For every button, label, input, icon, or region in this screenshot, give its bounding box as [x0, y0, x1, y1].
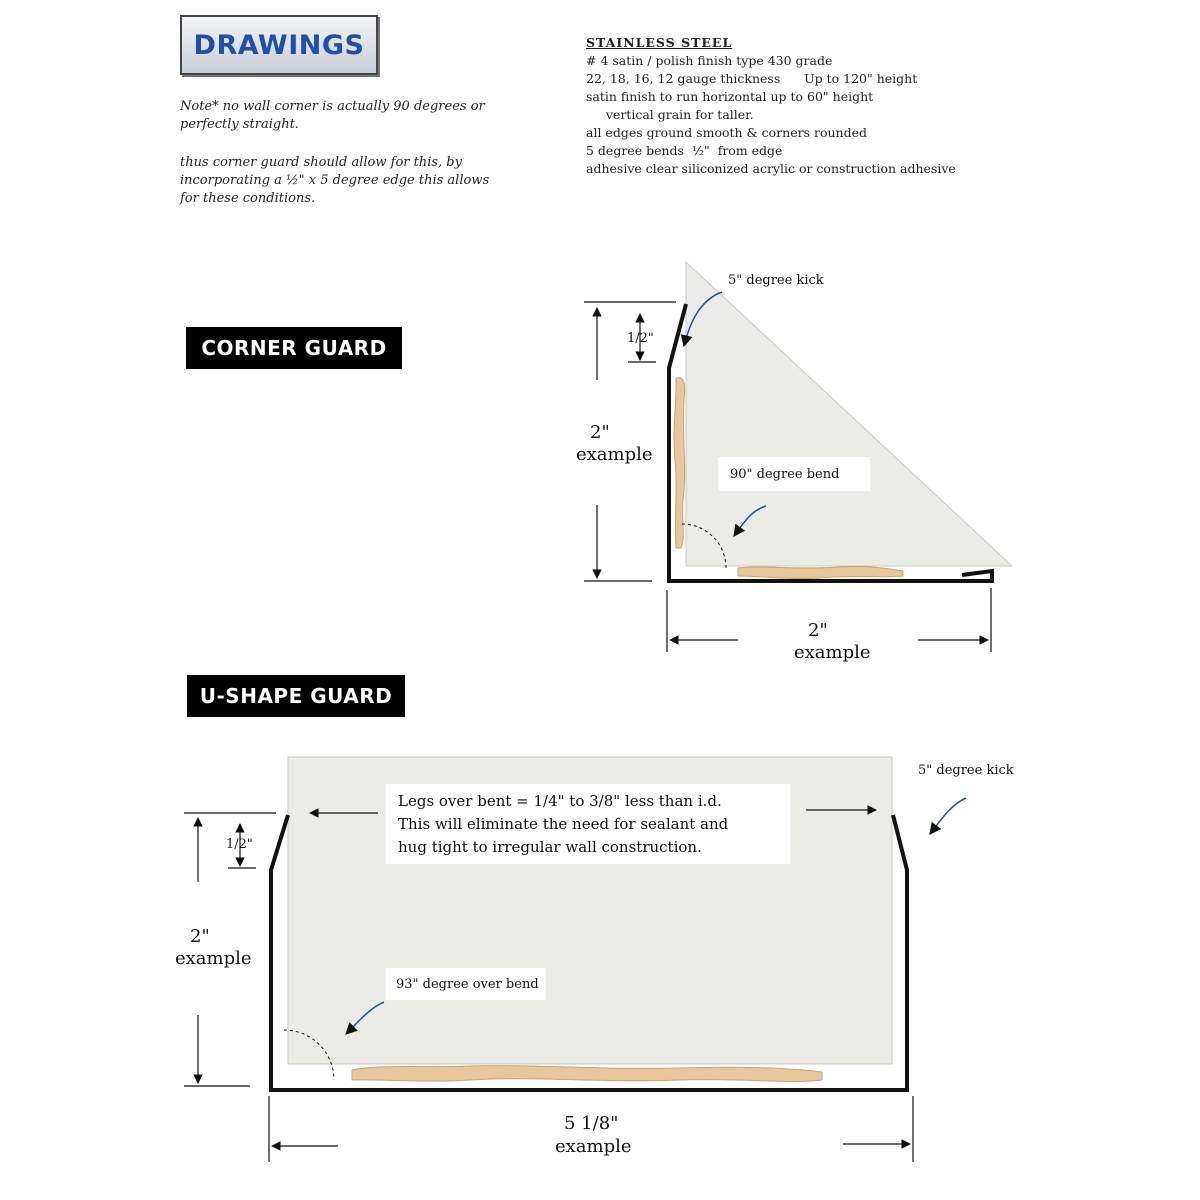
corner-height-unit: example [576, 444, 653, 465]
u-note-line: This will eliminate the need for sealant and [398, 815, 729, 833]
u-bend-label: 93" degree over bend [396, 977, 539, 992]
corner-guard-label: CORNER GUARD [186, 327, 402, 369]
corner-wall-triangle [686, 262, 1012, 566]
u-height-unit: example [175, 948, 252, 969]
spec-line: 22, 18, 16, 12 gauge thickness Up to 120" height [586, 71, 918, 86]
corner-half-label: 1/2" [627, 331, 654, 346]
spec-line: adhesive clear siliconized acrylic or construction adhesive [586, 161, 956, 176]
spec-line: satin finish to run horizontal up to 60" height [586, 89, 874, 104]
corner-bend-label: 90" degree bend [730, 467, 840, 482]
corner-adhesive-horizontal [738, 566, 903, 578]
u-kick-callout-arrow [930, 798, 966, 834]
drawings-title-badge: DRAWINGS [180, 15, 378, 75]
u-shape-guard-diagram [175, 757, 1014, 1162]
spec-title: STAINLESS STEEL [586, 35, 733, 50]
corner-width-value: 2" [808, 620, 828, 641]
u-note-line: Legs over bent = 1/4" to 3/8" less than i.d. [398, 792, 722, 810]
u-kick-label: 5" degree kick [918, 763, 1014, 778]
spec-line: vertical grain for taller. [586, 107, 754, 122]
u-width-unit: example [555, 1136, 632, 1157]
corner-kick-label: 5" degree kick [728, 273, 824, 288]
note-corner-guard-allowance: thus corner guard should allow for this, by incorporating a ½" x 5 degree edge this allows for these conditions. [180, 155, 490, 206]
note-wall-corner: Note* no wall corner is actually 90 degrees or perfectly straight. [180, 99, 485, 132]
u-half-label: 1/2" [226, 837, 253, 852]
spec-line: # 4 satin / polish finish type 430 grade [586, 53, 833, 68]
corner-adhesive-vertical [674, 378, 685, 548]
u-width-value: 5 1/8" [564, 1113, 619, 1134]
u-shape-guard-label: U-SHAPE GUARD [187, 675, 405, 717]
u-height-value: 2" [190, 926, 210, 947]
u-adhesive-strip [352, 1066, 822, 1082]
corner-height-value: 2" [590, 422, 610, 443]
u-note-line: hug tight to irregular wall construction. [398, 838, 702, 856]
corner-width-unit: example [794, 642, 871, 663]
spec-line: 5 degree bends ½" from edge [586, 143, 783, 158]
spec-line: all edges ground smooth & corners rounded [586, 125, 867, 140]
corner-guard-diagram [576, 262, 1012, 663]
